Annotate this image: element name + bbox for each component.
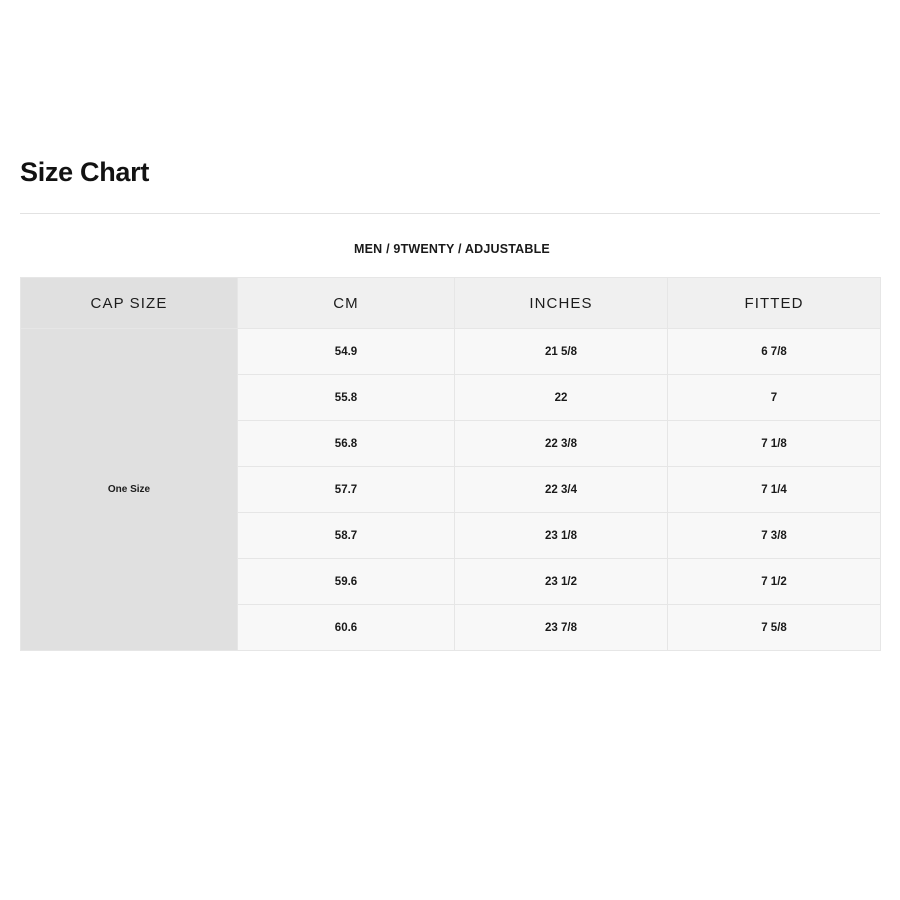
cap-size-cell: One Size [21, 329, 238, 651]
cell-inches: 22 3/4 [455, 467, 668, 513]
table-body [21, 329, 881, 651]
page-title: Size Chart [20, 157, 150, 187]
cell-inches: 22 3/8 [455, 421, 668, 467]
cell-fitted: 7 [668, 375, 881, 421]
cell-inches: 23 7/8 [455, 605, 668, 651]
size-chart-table [20, 277, 881, 651]
column-header-fitted: FITTED [668, 278, 881, 329]
table-header-row [21, 278, 881, 329]
cell-inches: 21 5/8 [455, 329, 668, 375]
chart-subtitle: MEN / 9TWENTY / ADJUSTABLE [354, 242, 550, 256]
column-header-cm: CM [238, 278, 455, 329]
cell-inches: 23 1/8 [455, 513, 668, 559]
title-divider [20, 213, 880, 214]
cell-cm: 56.8 [238, 421, 455, 467]
cell-fitted: 7 3/8 [668, 513, 881, 559]
cell-fitted: 7 1/2 [668, 559, 881, 605]
cell-inches: 23 1/2 [455, 559, 668, 605]
cell-cm: 60.6 [238, 605, 455, 651]
cell-fitted: 6 7/8 [668, 329, 881, 375]
cell-cm: 57.7 [238, 467, 455, 513]
cell-cm: 58.7 [238, 513, 455, 559]
table-header [21, 278, 881, 329]
column-header-inches: INCHES [455, 278, 668, 329]
cell-fitted: 7 5/8 [668, 605, 881, 651]
cell-cm: 55.8 [238, 375, 455, 421]
cell-cm: 54.9 [238, 329, 455, 375]
cell-fitted: 7 1/8 [668, 421, 881, 467]
cell-fitted: 7 1/4 [668, 467, 881, 513]
column-header-cap-size: CAP SIZE [21, 278, 238, 329]
table-row [21, 329, 881, 375]
cell-inches: 22 [455, 375, 668, 421]
cell-cm: 59.6 [238, 559, 455, 605]
